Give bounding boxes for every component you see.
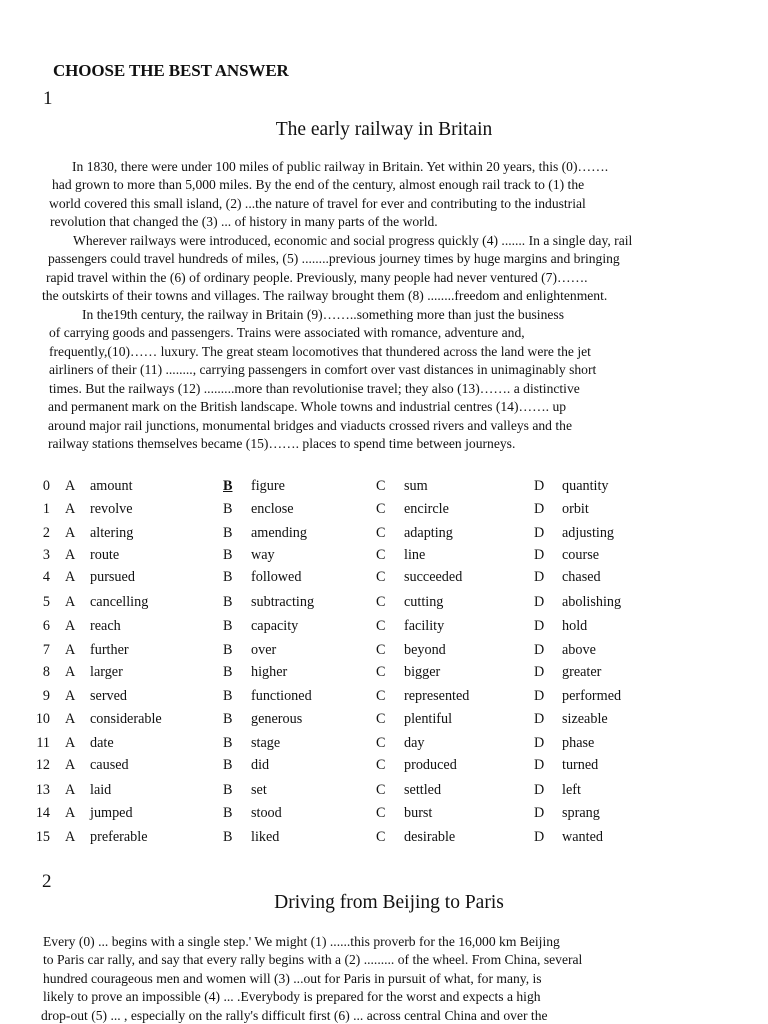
option-c-text: facility (404, 618, 445, 634)
option-b-text: amending (251, 525, 307, 541)
option-letter-b: B (223, 618, 233, 634)
option-b-text: stood (251, 805, 282, 821)
option-c-text: day (404, 735, 425, 751)
option-letter-d: D (534, 664, 545, 680)
question-number: 11 (36, 735, 50, 751)
option-letter-a: A (65, 829, 76, 845)
question-number: 2 (42, 525, 50, 541)
option-a-text: served (90, 688, 128, 704)
option-c-text: bigger (404, 664, 441, 680)
option-d-text: sizeable (562, 711, 608, 727)
option-b-text: followed (251, 569, 302, 585)
option-c-text: represented (404, 688, 470, 704)
option-a-text: caused (90, 757, 129, 773)
option-letter-c: C (376, 501, 386, 517)
option-c-text: beyond (404, 642, 446, 658)
passage-line: Wherever railways were introduced, economic and social progress quickly (4) ....... In a single day, rail (73, 233, 633, 248)
option-a-text: preferable (90, 829, 148, 845)
option-letter-d: D (534, 642, 545, 658)
passage-line: to Paris car rally, and say that every rally begins with a (2) ......... of the wheel. From China, several (43, 952, 583, 967)
option-b-text: set (251, 782, 267, 798)
option-d-text: abolishing (562, 594, 622, 610)
option-letter-d: D (534, 547, 545, 563)
question-number: 5 (42, 594, 50, 610)
option-letter-a: A (65, 501, 76, 517)
option-letter-b: B (223, 478, 233, 494)
option-letter-d: D (534, 501, 545, 517)
option-letter-d: D (534, 618, 545, 634)
option-letter-b: B (223, 569, 233, 585)
option-letter-a: A (65, 594, 76, 610)
option-c-text: produced (404, 757, 457, 773)
option-d-text: performed (562, 688, 622, 704)
question-number: 1 (42, 501, 50, 517)
option-d-text: above (562, 642, 596, 658)
option-a-text: jumped (90, 805, 133, 821)
option-d-text: adjusting (562, 525, 615, 541)
option-letter-a: A (65, 782, 76, 798)
option-d-text: turned (562, 757, 599, 773)
option-letter-d: D (534, 735, 545, 751)
passage-line: frequently,(10)…… luxury. The great steam locomotives that thundered across the land were the jet (49, 344, 591, 359)
question-number: 6 (42, 618, 50, 634)
option-b-text: figure (251, 478, 285, 494)
option-letter-b: B (223, 711, 233, 727)
option-c-text: encircle (404, 501, 449, 517)
option-d-text: left (562, 782, 581, 798)
option-letter-b: B (223, 805, 233, 821)
passage-line: In the19th century, the railway in Britain (9)……..something more than just the business (82, 307, 564, 322)
option-letter-c: C (376, 642, 386, 658)
option-b-text: over (251, 642, 277, 658)
option-c-text: sum (404, 478, 428, 494)
passage-line: times. But the railways (12) .........more than revolutionise travel; they also (13)……. a distinctive (49, 381, 580, 396)
passage-line: the outskirts of their towns and villages. The railway brought them (8) ........freedom and enlightenment. (42, 288, 608, 303)
passage-line: passengers could travel hundreds of miles, (5) ........previous journey times by huge margins and bringing (48, 251, 620, 266)
passage-line: railway stations themselves became (15)……. places to spend time between journeys. (48, 436, 516, 451)
option-letter-b: B (223, 664, 233, 680)
option-letter-a: A (65, 618, 76, 634)
passage-line: world covered this small island, (2) ...the nature of travel for ever and contributing to the industrial (49, 196, 586, 211)
option-letter-c: C (376, 805, 386, 821)
question-number: 3 (42, 547, 50, 563)
option-letter-d: D (534, 711, 545, 727)
option-letter-b: B (223, 757, 233, 773)
option-a-text: larger (90, 664, 123, 680)
option-b-text: did (251, 757, 270, 773)
option-letter-a: A (65, 735, 76, 751)
passage-line: Every (0) ... begins with a single step.' We might (1) ......this proverb for the 16,000 km Beijing (43, 934, 560, 949)
option-d-text: orbit (562, 501, 589, 517)
option-b-text: functioned (251, 688, 312, 704)
option-letter-a: A (65, 711, 76, 727)
option-c-text: desirable (404, 829, 456, 845)
option-d-text: sprang (562, 805, 600, 821)
option-letter-b: B (223, 642, 233, 658)
option-b-text: enclose (251, 501, 294, 517)
option-b-text: liked (251, 829, 280, 845)
option-d-text: wanted (562, 829, 603, 845)
option-b-text: capacity (251, 618, 299, 634)
option-a-text: altering (90, 525, 134, 541)
option-letter-c: C (376, 711, 386, 727)
passage-line: revolution that changed the (3) ... of history in many parts of the world. (50, 214, 438, 229)
question-number: 7 (42, 642, 50, 658)
option-letter-a: A (65, 642, 76, 658)
option-letter-c: C (376, 782, 386, 798)
option-letter-a: A (65, 757, 76, 773)
option-letter-a: A (65, 664, 76, 680)
option-d-text: course (562, 547, 600, 563)
option-c-text: settled (404, 782, 442, 798)
option-b-text: stage (251, 735, 281, 751)
option-letter-b: B (223, 547, 233, 563)
option-d-text: quantity (562, 478, 609, 494)
option-letter-d: D (534, 569, 545, 585)
option-letter-c: C (376, 525, 386, 541)
option-a-text: revolve (90, 501, 133, 517)
option-d-text: greater (562, 664, 602, 680)
exercise-heading: CHOOSE THE BEST ANSWER (53, 61, 289, 80)
option-letter-d: D (534, 829, 545, 845)
question-number: 4 (42, 569, 50, 585)
option-letter-b: B (223, 501, 233, 517)
question-number: 13 (35, 782, 50, 798)
option-d-text: chased (562, 569, 601, 585)
passage-line: airliners of their (11) ........, carrying passengers in comfort over vast distances in unimaginably short (49, 362, 597, 377)
option-letter-c: C (376, 829, 386, 845)
option-letter-b: B (223, 782, 233, 798)
option-a-text: route (90, 547, 120, 563)
section-2-number: 2 (42, 871, 52, 892)
option-c-text: adapting (404, 525, 453, 541)
option-letter-b: B (223, 688, 233, 704)
option-a-text: considerable (90, 711, 162, 727)
passage-line: hundred courageous men and women will (3) ...out for Paris in pursuit of what, for many, is (43, 971, 542, 986)
question-number: 15 (35, 829, 50, 845)
option-a-text: further (90, 642, 129, 658)
option-letter-c: C (376, 735, 386, 751)
option-letter-c: C (376, 688, 386, 704)
passage-line: likely to prove an impossible (4) ... .Everybody is prepared for the worst and expects a high (43, 989, 541, 1004)
option-letter-c: C (376, 594, 386, 610)
passage-line: around major rail junctions, monumental bridges and viaducts crossed rivers and valleys and the (48, 418, 572, 433)
option-c-text: succeeded (404, 569, 463, 585)
option-letter-b: B (223, 525, 233, 541)
option-c-text: plentiful (404, 711, 453, 727)
option-d-text: phase (562, 735, 595, 751)
option-letter-c: C (376, 664, 386, 680)
option-c-text: line (404, 547, 426, 563)
option-b-text: way (251, 547, 275, 563)
option-letter-c: C (376, 569, 386, 585)
question-number: 8 (42, 664, 50, 680)
option-letter-c: C (376, 478, 386, 494)
question-number: 14 (35, 805, 50, 821)
option-letter-b: B (223, 829, 233, 845)
option-letter-a: A (65, 688, 76, 704)
option-letter-d: D (534, 594, 545, 610)
option-a-text: amount (90, 478, 133, 494)
option-letter-b: B (223, 735, 233, 751)
option-c-text: cutting (404, 594, 444, 610)
option-letter-a: A (65, 805, 76, 821)
passage-line: In 1830, there were under 100 miles of public railway in Britain. Yet within 20 years, this (0)……. (72, 159, 609, 174)
option-letter-c: C (376, 757, 386, 773)
option-letter-d: D (534, 757, 545, 773)
section-1-number: 1 (43, 88, 53, 109)
option-a-text: reach (90, 618, 121, 634)
passage-line: rapid travel within the (6) of ordinary people. Previously, many people had never ventured (7)……. (46, 270, 588, 285)
option-letter-d: D (534, 688, 545, 704)
option-d-text: hold (562, 618, 588, 634)
question-number: 10 (35, 711, 50, 727)
option-a-text: cancelling (90, 594, 149, 610)
question-number: 12 (35, 757, 50, 773)
section-1-title: The early railway in Britain (275, 119, 493, 140)
option-b-text: subtracting (251, 594, 315, 610)
option-a-text: pursued (90, 569, 135, 585)
option-letter-c: C (376, 547, 386, 563)
question-number: 0 (42, 478, 50, 494)
option-letter-a: A (65, 569, 76, 585)
passage-line: had grown to more than 5,000 miles. By the end of the century, almost enough rail track to (1) the (52, 177, 585, 192)
option-letter-d: D (534, 782, 545, 798)
option-letter-d: D (534, 525, 545, 541)
option-letter-a: A (65, 547, 76, 563)
section-2-title: Driving from Beijing to Paris (274, 892, 504, 913)
option-letter-a: A (65, 525, 76, 541)
question-number: 9 (42, 688, 50, 704)
passage-line: drop-out (5) ... , especially on the rally's difficult first (6) ... across central China and over the (41, 1008, 548, 1023)
option-letter-a: A (65, 478, 76, 494)
option-letter-d: D (534, 478, 545, 494)
option-a-text: date (90, 735, 114, 751)
option-c-text: burst (404, 805, 433, 821)
option-letter-b: B (223, 594, 233, 610)
option-letter-d: D (534, 805, 545, 821)
passage-line: and permanent mark on the British landscape. Whole towns and industrial centres (14)……. up (48, 399, 567, 414)
option-b-text: generous (251, 711, 303, 727)
option-a-text: laid (90, 782, 112, 798)
option-letter-c: C (376, 618, 386, 634)
passage-line: of carrying goods and passengers. Trains were associated with romance, adventure and, (49, 325, 525, 340)
option-b-text: higher (251, 664, 288, 680)
